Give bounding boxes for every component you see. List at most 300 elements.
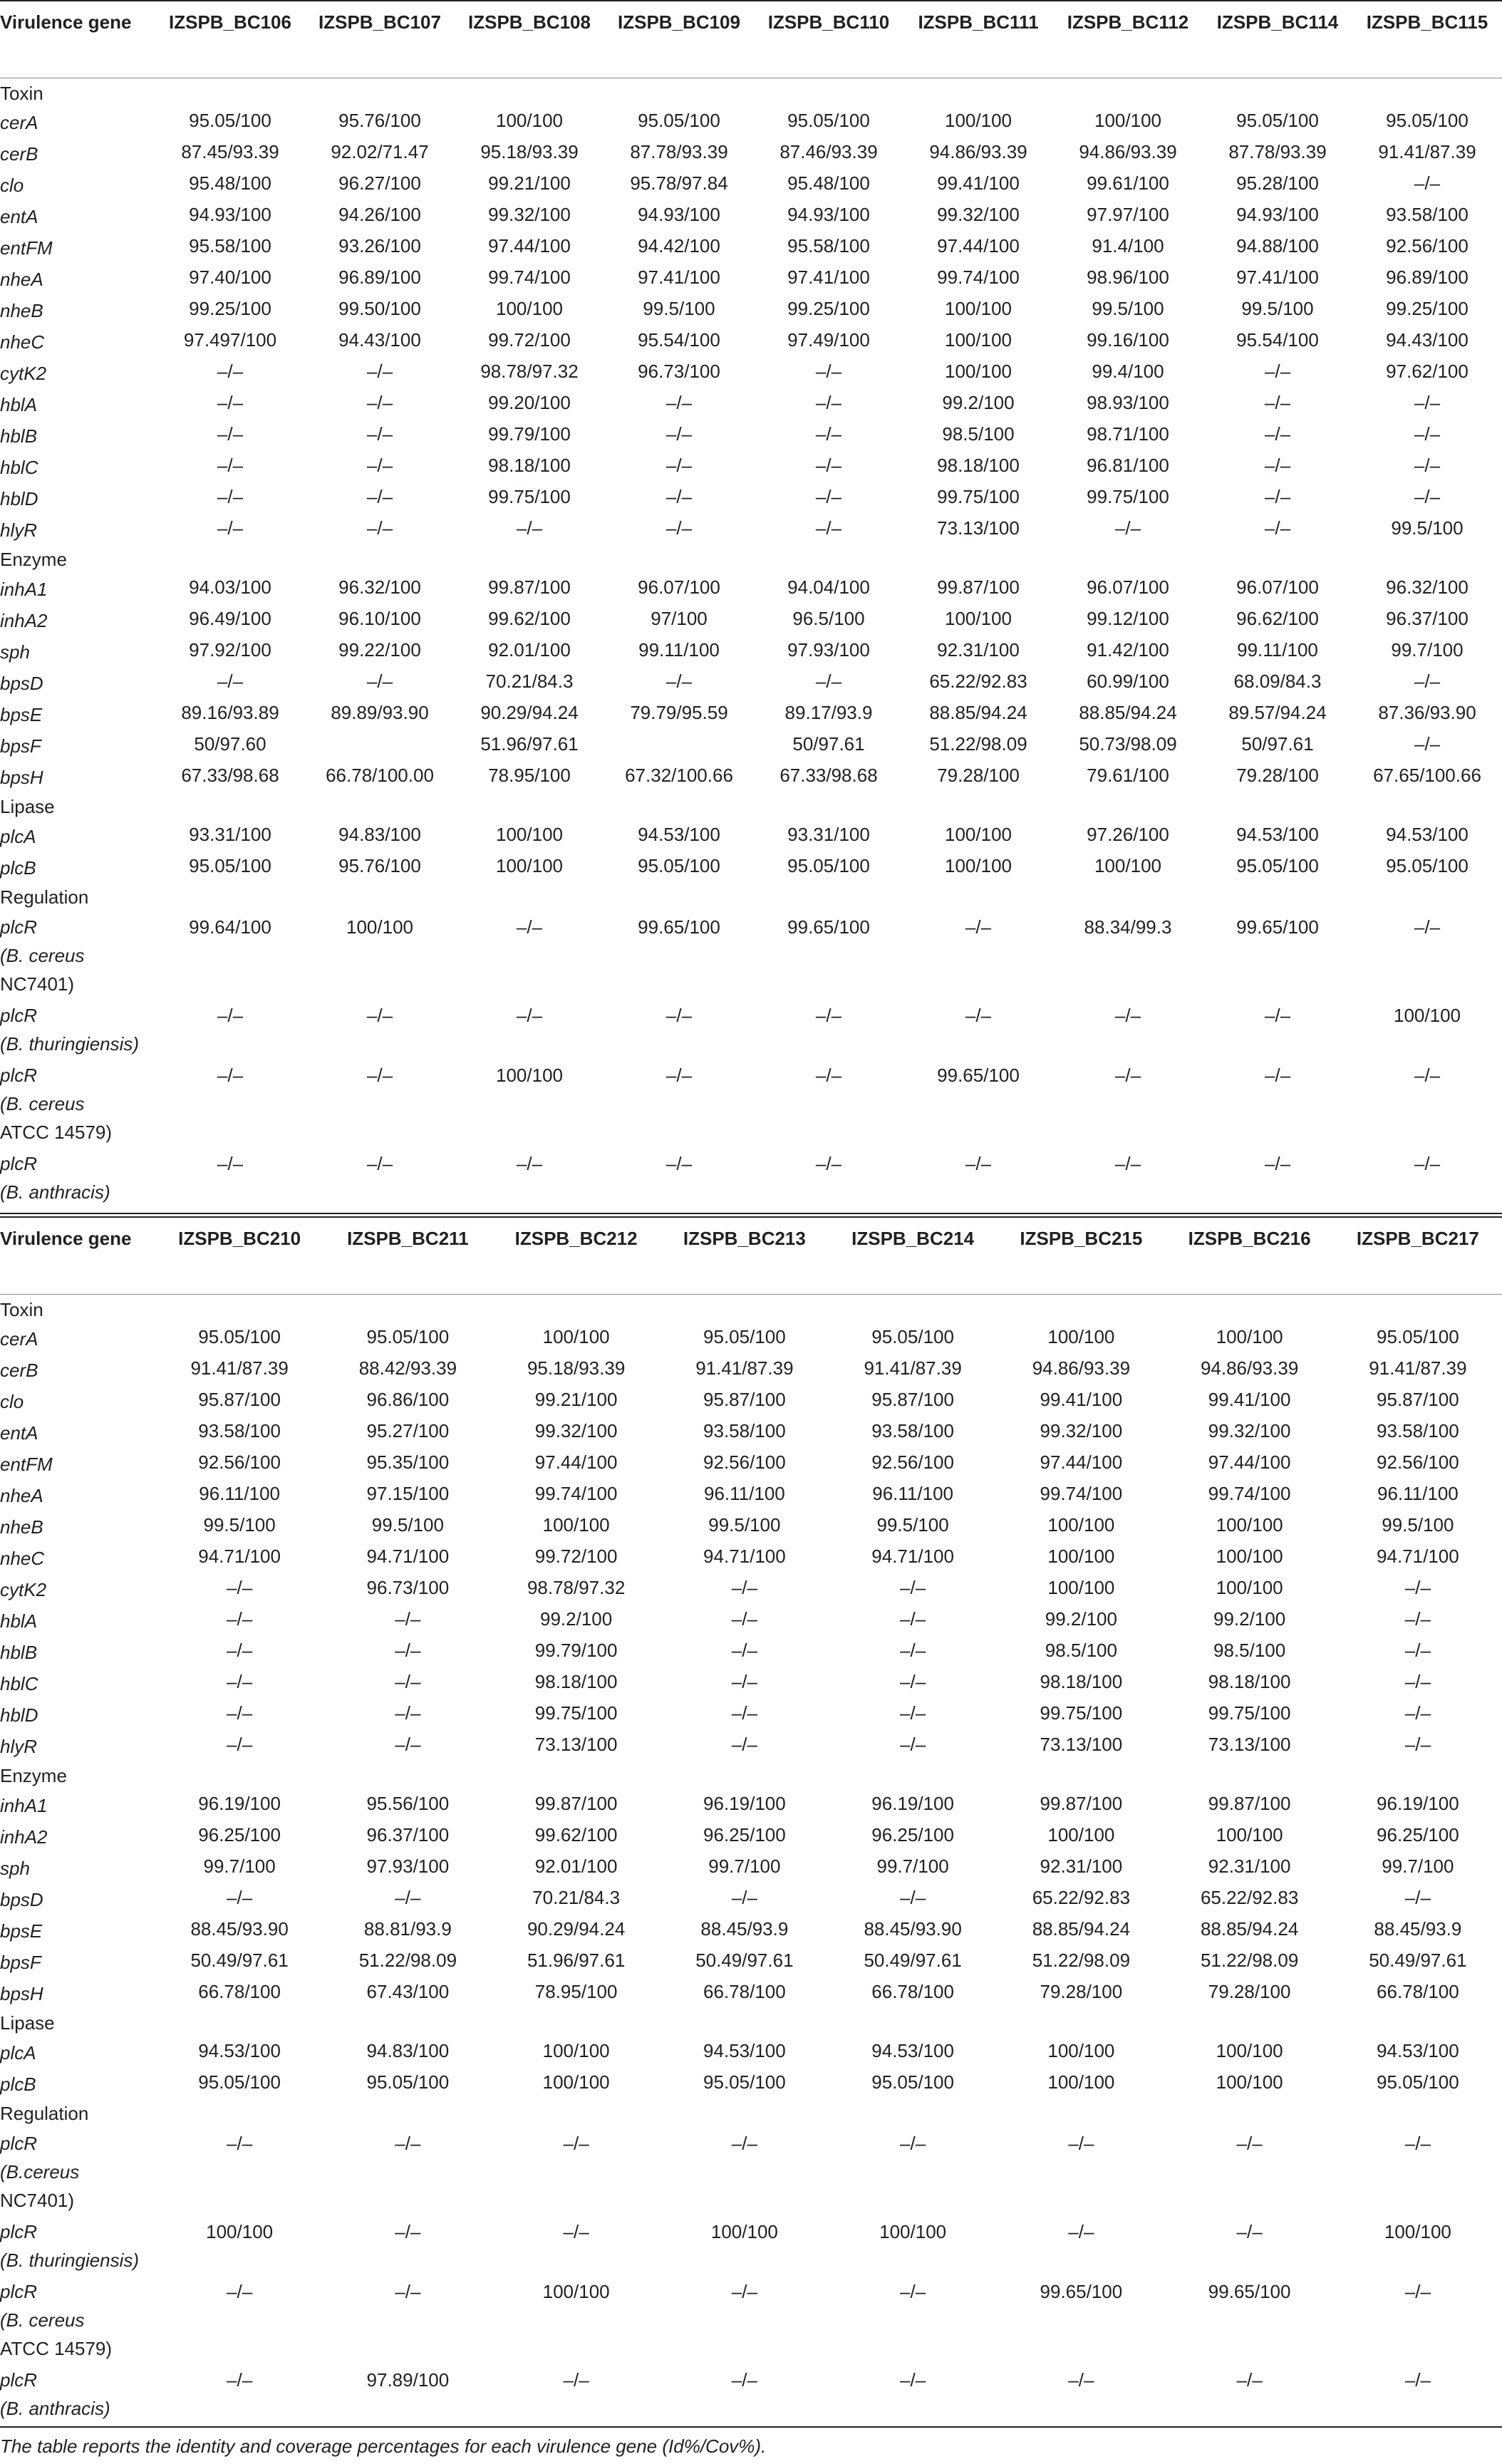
identity-coverage-cell: 99.5/100	[708, 1514, 781, 1536]
identity-coverage-cell: 95.05/100	[871, 2071, 954, 2093]
identity-coverage-cell: 73.13/100	[1040, 1734, 1123, 1755]
gene-name: nheC	[0, 331, 45, 353]
identity-coverage-cell: –/–	[395, 1702, 421, 1724]
identity-coverage-cell: 97.40/100	[189, 266, 271, 288]
identity-coverage-cell: –/–	[217, 517, 244, 539]
identity-coverage-cell: 96.19/100	[871, 1793, 954, 1814]
identity-coverage-cell: –/–	[665, 1065, 693, 1086]
identity-coverage-cell: –/–	[1404, 1702, 1431, 1724]
identity-coverage-cell: 99.7/100	[203, 1855, 276, 1877]
identity-coverage-cell: 98.18/100	[488, 455, 571, 476]
identity-coverage-cell: –/–	[1414, 455, 1441, 476]
gene-name: cerA	[0, 112, 38, 133]
identity-coverage-cell: 95.05/100	[871, 1326, 954, 1347]
identity-coverage-cell: 96.89/100	[338, 266, 421, 288]
gene-name-cell	[0, 1058, 155, 1146]
category-row	[0, 792, 1502, 819]
column-header-strain: IZSPB_BC215	[1020, 1228, 1143, 1249]
identity-coverage-cell: –/–	[731, 2369, 757, 2391]
identity-coverage-cell: –/–	[900, 1702, 926, 1724]
identity-coverage-cell: –/–	[1414, 486, 1441, 507]
identity-coverage-cell: 99.74/100	[1040, 1483, 1123, 1504]
column-header-strain: IZSPB_BC214	[851, 1228, 975, 1249]
gene-name: cerA	[0, 1328, 38, 1350]
identity-coverage-cell: 95.05/100	[198, 1326, 281, 1347]
identity-coverage-cell: 95.05/100	[198, 2071, 281, 2093]
gene-name-cell	[0, 1977, 155, 2008]
identity-coverage-cell: 96.25/100	[198, 1824, 281, 1846]
identity-coverage-cell: 89.17/93.9	[784, 702, 873, 723]
gene-name-cell	[0, 419, 155, 450]
identity-coverage-cell: 100/100	[346, 916, 413, 938]
identity-coverage-cell: –/–	[1414, 671, 1441, 692]
gene-row	[0, 1729, 1502, 1761]
identity-coverage-cell: 99.32/100	[937, 204, 1020, 225]
identity-coverage-cell: 87.78/93.39	[630, 141, 728, 162]
column-header-strain: IZSPB_BC110	[767, 11, 890, 33]
identity-coverage-cell: 100/100	[206, 2221, 274, 2242]
identity-coverage-cell: –/–	[1414, 733, 1441, 755]
gene-name: cytK2	[0, 1579, 47, 1600]
identity-coverage-cell: 96.11/100	[872, 1483, 953, 1504]
gene-row	[0, 356, 1502, 388]
gene-row	[0, 2126, 1502, 2215]
gene-name: plcR	[0, 2369, 38, 2391]
identity-coverage-cell: 92.02/71.47	[331, 141, 429, 162]
identity-coverage-cell: 93.31/100	[189, 824, 271, 845]
identity-coverage-cell: 50.49/97.61	[695, 1950, 794, 1971]
identity-coverage-cell: 70.21/84.3	[532, 1887, 621, 1908]
identity-coverage-cell: –/–	[1404, 1887, 1431, 1908]
gene-name: plcB	[0, 2074, 36, 2095]
gene-strain-qualifier: (B. cereus	[0, 945, 85, 966]
identity-coverage-cell: 50.73/98.09	[1079, 733, 1177, 755]
gene-strain-qualifier: NC7401)	[0, 973, 75, 995]
identity-coverage-cell	[604, 729, 754, 760]
identity-coverage-cell: –/–	[1264, 1005, 1291, 1026]
identity-coverage-cell: 96.32/100	[338, 576, 421, 598]
identity-coverage-cell: –/–	[366, 517, 393, 539]
gene-name: inhA2	[0, 610, 48, 631]
identity-coverage-cell: 98.18/100	[1040, 1671, 1123, 1692]
identity-coverage-cell: 98.71/100	[1087, 423, 1169, 445]
identity-coverage-cell: 94.71/100	[871, 1546, 954, 1567]
identity-coverage-cell: 88.45/93.90	[190, 1918, 289, 1940]
identity-coverage-cell: 99.2/100	[1045, 1608, 1117, 1630]
identity-coverage-cell: 87.45/93.39	[181, 141, 279, 162]
identity-coverage-cell: 100/100	[542, 2040, 610, 2061]
identity-coverage-cell	[305, 729, 455, 760]
column-header-strain: IZSPB_BC108	[468, 11, 591, 33]
identity-coverage-cell: 100/100	[1047, 1546, 1115, 1567]
gene-name: hblC	[0, 1673, 38, 1694]
identity-coverage-cell: 98.5/100	[1213, 1640, 1286, 1661]
identity-coverage-cell: 92.56/100	[198, 1451, 281, 1473]
gene-name: cytK2	[0, 363, 47, 384]
gene-name: plcB	[0, 857, 36, 879]
column-header-strain: IZSPB_BC111	[918, 11, 1039, 33]
identity-coverage-cell: 96.32/100	[1386, 576, 1469, 598]
identity-coverage-cell: –/–	[1236, 2369, 1263, 2391]
identity-coverage-cell: 100/100	[945, 329, 1012, 351]
identity-coverage-cell: –/–	[731, 1671, 757, 1692]
identity-coverage-cell: –/–	[1114, 517, 1141, 539]
identity-coverage-cell: 87.78/93.39	[1228, 141, 1327, 162]
identity-coverage-cell: –/–	[395, 1640, 421, 1661]
gene-name: bpsF	[0, 735, 41, 757]
gene-row	[0, 419, 1502, 450]
identity-coverage-cell: –/–	[563, 2369, 589, 2391]
identity-coverage-cell: –/–	[665, 423, 693, 445]
gene-name-cell	[0, 1541, 155, 1573]
identity-coverage-cell: –/–	[395, 1887, 421, 1908]
gene-name: entFM	[0, 237, 53, 259]
identity-coverage-cell: 99.41/100	[937, 172, 1020, 194]
gene-name: hblD	[0, 488, 38, 509]
identity-coverage-cell: 99.75/100	[1087, 486, 1169, 507]
identity-coverage-cell: 100/100	[945, 110, 1012, 131]
identity-coverage-cell: –/–	[1068, 2133, 1094, 2154]
identity-coverage-cell: 99.7/100	[876, 1855, 949, 1877]
gene-row	[0, 1789, 1502, 1820]
identity-coverage-cell: 99.61/100	[1087, 172, 1169, 194]
identity-coverage-cell: –/–	[900, 2281, 926, 2302]
identity-coverage-cell: 95.54/100	[638, 329, 720, 351]
identity-coverage-cell: 95.05/100	[1386, 110, 1469, 131]
gene-name-cell	[0, 910, 155, 998]
identity-coverage-cell: 60.99/100	[1087, 671, 1169, 692]
gene-strain-qualifier: NC7401)	[0, 2190, 75, 2211]
identity-coverage-cell: –/–	[395, 2281, 421, 2302]
gene-row	[0, 1353, 1502, 1384]
identity-coverage-cell: 99.65/100	[1040, 2281, 1123, 2302]
identity-coverage-cell: –/–	[815, 1005, 842, 1026]
identity-coverage-cell: –/–	[516, 916, 543, 938]
identity-coverage-cell: 98.18/100	[937, 455, 1020, 476]
identity-coverage-cell: 99.5/100	[876, 1514, 949, 1536]
identity-coverage-cell: 99.72/100	[488, 329, 571, 351]
gene-row	[0, 1146, 1502, 1206]
gene-name-cell	[0, 356, 155, 388]
gene-strain-qualifier: (B. anthracis)	[0, 2398, 110, 2419]
identity-coverage-cell: 100/100	[1094, 110, 1161, 131]
identity-coverage-cell: 99.5/100	[1382, 1514, 1454, 1536]
identity-coverage-cell: 99.5/100	[643, 298, 715, 319]
gene-name-cell	[0, 604, 155, 635]
identity-coverage-cell: 94.93/100	[189, 204, 271, 225]
identity-coverage-cell: –/–	[217, 392, 244, 413]
identity-coverage-cell: 90.29/94.24	[480, 702, 579, 723]
column-header-strain: IZSPB_BC107	[318, 11, 441, 33]
gene-row	[0, 1667, 1502, 1698]
identity-coverage-cell: 66.78/100	[871, 1981, 954, 2002]
identity-coverage-cell: 97/100	[651, 608, 708, 629]
identity-coverage-cell: 96.25/100	[871, 1824, 954, 1846]
identity-coverage-cell: 97.26/100	[1087, 824, 1169, 845]
identity-coverage-cell: 95.87/100	[1377, 1389, 1459, 1410]
identity-coverage-cell: 89.16/93.89	[181, 702, 279, 723]
identity-coverage-cell: –/–	[1236, 2133, 1263, 2154]
identity-coverage-cell: 99.64/100	[189, 916, 271, 938]
gene-name: bpsE	[0, 1920, 43, 1942]
identity-coverage-cell: –/–	[1114, 1005, 1141, 1026]
gene-name-cell	[0, 819, 155, 851]
gene-row	[0, 698, 1502, 729]
identity-coverage-cell: –/–	[900, 1577, 926, 1598]
identity-coverage-cell: –/–	[965, 1005, 992, 1026]
identity-coverage-cell: 99.65/100	[638, 916, 720, 938]
column-header-strain: IZSPB_BC115	[1366, 11, 1488, 33]
identity-coverage-cell: –/–	[1114, 1153, 1141, 1174]
identity-coverage-cell: 95.05/100	[1377, 2071, 1459, 2093]
category-row	[0, 882, 1502, 910]
identity-coverage-cell: 99.20/100	[488, 392, 571, 413]
identity-coverage-cell: 93.58/100	[703, 1420, 786, 1441]
column-header-strain: IZSPB_BC109	[618, 11, 740, 33]
identity-coverage-cell: 99.2/100	[540, 1608, 613, 1630]
identity-coverage-cell: 65.22/92.83	[929, 671, 1027, 692]
gene-row	[0, 137, 1502, 168]
gene-row	[0, 2036, 1502, 2067]
identity-coverage-cell: 99.50/100	[338, 298, 421, 319]
identity-coverage-cell: 88.42/93.39	[358, 1357, 457, 1379]
gene-name: plcR	[0, 1153, 38, 1174]
identity-coverage-cell: 88.45/93.9	[700, 1918, 789, 1940]
identity-coverage-cell: 99.74/100	[1208, 1483, 1291, 1504]
gene-name: clo	[0, 1391, 24, 1412]
identity-coverage-cell: –/–	[366, 671, 393, 692]
identity-coverage-cell: 99.74/100	[534, 1483, 618, 1504]
gene-strain-qualifier: (B. cereus	[0, 2309, 85, 2331]
gene-name: hlyR	[0, 519, 38, 541]
column-header-strain: IZSPB_BC217	[1356, 1228, 1479, 1249]
identity-coverage-cell: 100/100	[1047, 1577, 1115, 1598]
identity-coverage-cell: 66.78/100.00	[326, 765, 434, 786]
gene-row	[0, 572, 1502, 604]
table-bottom-rule	[0, 2426, 1502, 2428]
identity-coverage-cell: –/–	[395, 1671, 421, 1692]
identity-coverage-cell: –/–	[815, 392, 842, 413]
identity-coverage-cell: 100/100	[945, 824, 1012, 845]
identity-coverage-cell: –/–	[217, 423, 244, 445]
gene-name-cell	[0, 105, 155, 137]
identity-coverage-cell: 99.21/100	[488, 172, 571, 194]
identity-coverage-cell: 95.05/100	[1386, 855, 1469, 876]
gene-strain-qualifier: (B.cereus	[0, 2161, 80, 2183]
identity-coverage-cell: 95.05/100	[1236, 855, 1319, 876]
identity-coverage-cell: 94.26/100	[338, 204, 421, 225]
identity-coverage-cell: –/–	[731, 1887, 757, 1908]
column-header-virulence-gene: Virulence gene	[0, 11, 132, 33]
identity-coverage-cell: 100/100	[542, 2281, 610, 2302]
gene-row	[0, 200, 1502, 231]
category-label: Enzyme	[0, 1765, 67, 1786]
identity-coverage-cell: 73.13/100	[534, 1734, 618, 1755]
identity-coverage-cell: 88.45/93.90	[864, 1918, 962, 1940]
identity-coverage-cell: 96.25/100	[1377, 1824, 1459, 1846]
identity-coverage-cell: –/–	[1068, 2221, 1094, 2242]
identity-coverage-cell: 99.72/100	[534, 1546, 618, 1567]
identity-coverage-cell: 99.11/100	[1237, 639, 1318, 661]
gene-row	[0, 910, 1502, 998]
identity-coverage-cell: 50/97.60	[194, 733, 266, 755]
identity-coverage-cell: 50.49/97.61	[1369, 1950, 1467, 1971]
identity-coverage-cell: 78.95/100	[534, 1981, 618, 2002]
identity-coverage-cell: –/–	[227, 1734, 253, 1755]
identity-coverage-cell: 92.31/100	[1040, 1855, 1123, 1877]
category-row	[0, 78, 1502, 105]
identity-coverage-cell: 97.93/100	[787, 639, 870, 661]
identity-coverage-cell: –/–	[1264, 1065, 1291, 1086]
identity-coverage-cell: 98.18/100	[1208, 1671, 1291, 1692]
identity-coverage-cell: 96.07/100	[1087, 576, 1169, 598]
identity-coverage-cell: 99.87/100	[488, 576, 571, 598]
identity-coverage-cell: 94.53/100	[638, 824, 720, 845]
identity-coverage-cell: 95.05/100	[189, 855, 271, 876]
identity-coverage-cell: 98.96/100	[1087, 266, 1169, 288]
gene-name-cell	[0, 1635, 155, 1667]
identity-coverage-cell: 97.62/100	[1386, 361, 1469, 382]
identity-coverage-cell: 95.58/100	[787, 235, 870, 257]
identity-coverage-cell: 96.07/100	[638, 576, 720, 598]
identity-coverage-cell: 94.93/100	[638, 204, 720, 225]
identity-coverage-cell: 67.65/100.66	[1373, 765, 1481, 786]
identity-coverage-cell: 89.89/93.90	[331, 702, 429, 723]
gene-name-cell	[0, 2363, 155, 2423]
identity-coverage-cell: –/–	[1264, 486, 1291, 507]
gene-row	[0, 231, 1502, 262]
identity-coverage-cell: 95.87/100	[198, 1389, 281, 1410]
identity-coverage-cell: 95.56/100	[366, 1793, 450, 1814]
identity-coverage-cell: 100/100	[1047, 1824, 1115, 1846]
identity-coverage-cell: 92.01/100	[534, 1855, 618, 1877]
identity-coverage-cell: –/–	[366, 1153, 393, 1174]
identity-coverage-cell: –/–	[900, 2369, 926, 2391]
table-header-row	[0, 1, 1502, 78]
identity-coverage-cell: 94.43/100	[338, 329, 421, 351]
identity-coverage-cell: 98.5/100	[1045, 1640, 1117, 1661]
identity-coverage-cell: 95.78/97.84	[630, 172, 728, 194]
category-label: Toxin	[0, 82, 43, 104]
identity-coverage-cell: 100/100	[496, 1065, 563, 1086]
identity-coverage-cell: 96.89/100	[1386, 266, 1469, 288]
identity-coverage-cell: –/–	[227, 2369, 253, 2391]
category-label: Lipase	[0, 796, 55, 817]
identity-coverage-cell: –/–	[1068, 2369, 1094, 2391]
identity-coverage-cell: 95.28/100	[1236, 172, 1319, 194]
gene-row	[0, 2215, 1502, 2274]
identity-coverage-cell: 94.43/100	[1386, 329, 1469, 351]
identity-coverage-cell: –/–	[395, 2133, 421, 2154]
gene-name: hblB	[0, 425, 38, 447]
identity-coverage-cell: 99.2/100	[942, 392, 1015, 413]
identity-coverage-cell: 88.45/93.9	[1374, 1918, 1462, 1940]
identity-coverage-cell: 94.53/100	[1386, 824, 1469, 845]
gene-name-cell	[0, 2126, 155, 2215]
identity-coverage-cell: 99.7/100	[1382, 1855, 1454, 1877]
identity-coverage-cell: 96.19/100	[703, 1793, 786, 1814]
gene-row	[0, 819, 1502, 851]
identity-coverage-cell: 68.09/84.3	[1233, 671, 1322, 692]
identity-coverage-cell: 88.85/94.24	[1032, 1918, 1131, 1940]
identity-coverage-cell: 97.49/100	[787, 329, 870, 351]
identity-coverage-cell: 95.05/100	[1236, 110, 1319, 131]
identity-coverage-cell: –/–	[563, 2133, 589, 2154]
identity-coverage-cell: 73.13/100	[937, 517, 1020, 539]
gene-name-cell	[0, 1447, 155, 1479]
identity-coverage-cell: 99.32/100	[488, 204, 571, 225]
category-row	[0, 2008, 1502, 2036]
identity-coverage-cell: 97.44/100	[534, 1451, 618, 1473]
identity-coverage-cell: –/–	[815, 671, 842, 692]
identity-coverage-cell: 95.05/100	[703, 2071, 786, 2093]
identity-coverage-cell: 98.78/97.32	[480, 361, 579, 382]
identity-coverage-cell: 79.28/100	[1236, 765, 1319, 786]
identity-coverage-cell: 100/100	[1216, 1824, 1283, 1846]
identity-coverage-cell: –/–	[1264, 423, 1291, 445]
column-header-strain: IZSPB_BC112	[1067, 11, 1189, 33]
identity-coverage-cell: –/–	[1404, 1608, 1431, 1630]
gene-name-cell	[0, 482, 155, 513]
identity-coverage-cell: –/–	[731, 1640, 757, 1661]
identity-coverage-cell: –/–	[815, 1153, 842, 1174]
identity-coverage-cell: 96.5/100	[792, 608, 865, 629]
category-label: Regulation	[0, 2103, 89, 2124]
gene-name: bpsD	[0, 1889, 43, 1910]
identity-coverage-cell: 95.18/93.39	[480, 141, 579, 162]
gene-row	[0, 2067, 1502, 2098]
identity-coverage-cell: –/–	[900, 1887, 926, 1908]
gene-name-cell	[0, 1384, 155, 1416]
identity-coverage-cell: 95.05/100	[787, 110, 870, 131]
identity-coverage-cell: 99.75/100	[1208, 1702, 1291, 1724]
identity-coverage-cell: –/–	[731, 1577, 757, 1598]
gene-name-cell	[0, 325, 155, 356]
gene-name: hblA	[0, 1610, 38, 1632]
identity-coverage-cell: –/–	[900, 1734, 926, 1755]
category-row	[0, 544, 1502, 572]
identity-coverage-cell: 51.22/98.09	[1032, 1950, 1131, 1971]
identity-coverage-cell: 100/100	[1384, 2221, 1451, 2242]
gene-name-cell	[0, 200, 155, 231]
gene-name-cell	[0, 1883, 155, 1914]
gene-name: plcR	[0, 2281, 38, 2302]
identity-coverage-cell: 94.53/100	[871, 2040, 954, 2061]
identity-coverage-cell: –/–	[815, 1065, 842, 1086]
identity-coverage-cell: 93.58/100	[1386, 204, 1469, 225]
gene-name: plcA	[0, 826, 36, 847]
identity-coverage-cell: 93.31/100	[787, 824, 870, 845]
identity-coverage-cell: –/–	[815, 486, 842, 507]
identity-coverage-cell: –/–	[227, 1702, 253, 1724]
identity-coverage-cell: 99.65/100	[1236, 916, 1319, 938]
identity-coverage-cell: 99.75/100	[534, 1702, 618, 1724]
identity-coverage-cell: –/–	[217, 1005, 244, 1026]
gene-name-cell	[0, 666, 155, 698]
identity-coverage-cell: 66.78/100	[1377, 1981, 1459, 2002]
identity-coverage-cell: 94.71/100	[703, 1546, 786, 1567]
identity-coverage-cell: –/–	[965, 1153, 992, 1174]
identity-coverage-cell: 99.65/100	[937, 1065, 1020, 1086]
identity-coverage-cell: –/–	[1264, 1153, 1291, 1174]
identity-coverage-cell: 100/100	[542, 1514, 610, 1536]
identity-coverage-cell: 97.44/100	[937, 235, 1020, 257]
gene-name: entA	[0, 206, 38, 227]
identity-coverage-cell: 96.73/100	[638, 361, 720, 382]
gene-name: bpsE	[0, 704, 43, 725]
gene-name-cell	[0, 1416, 155, 1447]
gene-name-cell	[0, 1914, 155, 1945]
